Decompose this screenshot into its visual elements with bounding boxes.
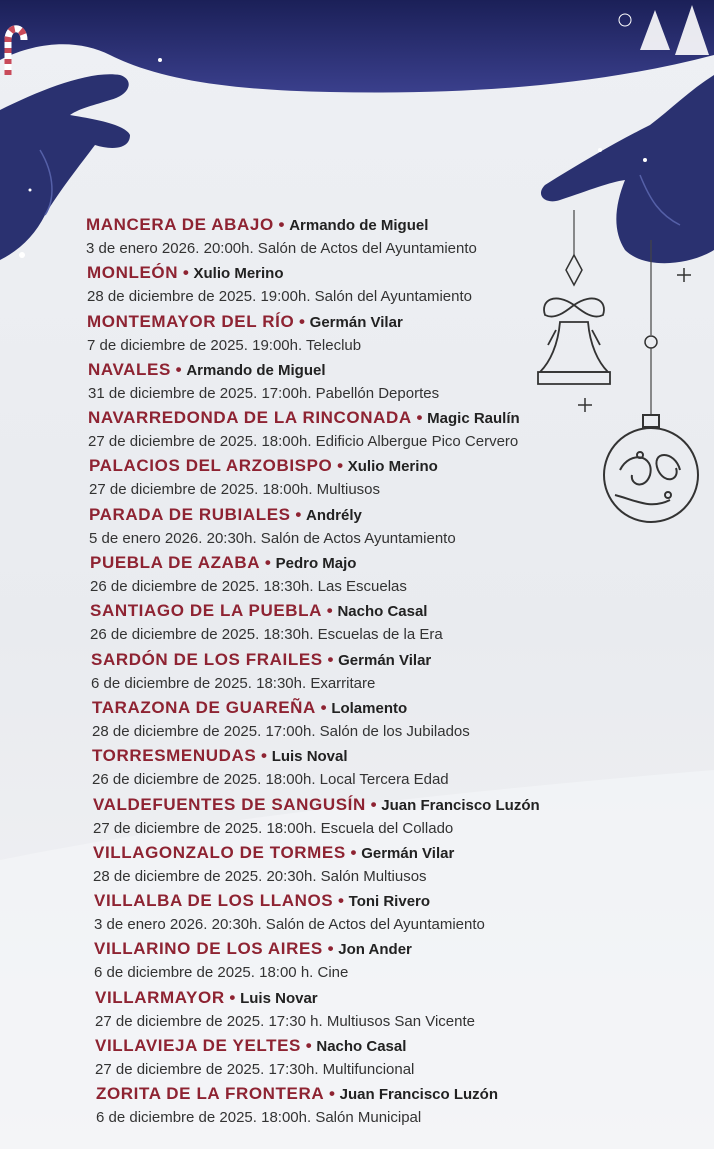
event-entry bbox=[92, 695, 706, 743]
separator-dot: • bbox=[300, 1036, 317, 1056]
event-detail: 28 de diciembre de 2025. 20:30h. Salón Multiusos bbox=[93, 867, 427, 885]
event-detail: 26 de diciembre de 2025. 18:00h. Local Tercera Edad bbox=[92, 771, 449, 789]
town-name: SARDÓN DE LOS FRAILES bbox=[91, 649, 323, 669]
artist-name: Lolamento bbox=[331, 699, 408, 717]
event-list bbox=[86, 212, 706, 1130]
separator-dot: • bbox=[411, 408, 428, 428]
event-detail: 27 de diciembre de 2025. 18:00h. Escuela del Collado bbox=[93, 819, 454, 837]
event-entry bbox=[92, 743, 706, 791]
artist-name: Nacho Casal bbox=[316, 1038, 407, 1056]
event-detail: 27 de diciembre de 2025. 18:00h. Multiusos bbox=[89, 481, 381, 499]
event-detail: 27 de diciembre de 2025. 17:30 h. Multiusos San Vicente bbox=[95, 1012, 475, 1030]
event-detail: 3 de enero 2026. 20:00h. Salón de Actos del Ayuntamiento bbox=[86, 240, 477, 257]
town-name: VILLALBA DE LOS LLANOS bbox=[94, 891, 334, 911]
event-title-line bbox=[95, 1033, 706, 1059]
artist-name: Germán Vilar bbox=[361, 844, 455, 862]
event-title-line bbox=[95, 985, 706, 1011]
artist-name: Armando de Miguel bbox=[289, 217, 429, 234]
event-detail: 7 de diciembre de 2025. 19:00h. Teleclub bbox=[87, 336, 362, 354]
artist-name: Nacho Casal bbox=[337, 603, 428, 621]
artist-name: Andrély bbox=[306, 506, 362, 524]
event-detail: 28 de diciembre de 2025. 19:00h. Salón del Ayuntamiento bbox=[87, 288, 473, 306]
separator-dot: • bbox=[322, 601, 338, 621]
separator-dot: • bbox=[322, 939, 339, 959]
artist-name: Pedro Majo bbox=[275, 555, 357, 573]
event-entry bbox=[86, 212, 706, 260]
town-name: VILLARMAYOR bbox=[95, 987, 225, 1007]
event-title-line bbox=[92, 743, 706, 769]
town-name: PUEBLA DE AZABA bbox=[90, 553, 261, 573]
event-title-line bbox=[91, 647, 706, 673]
town-name: MONLEÓN bbox=[87, 263, 179, 283]
event-title-line bbox=[96, 1081, 706, 1107]
separator-dot: • bbox=[365, 794, 382, 814]
event-title-line bbox=[86, 212, 706, 238]
separator-dot: • bbox=[273, 215, 290, 234]
town-name: TORRESMENUDAS bbox=[92, 746, 257, 766]
separator-dot: • bbox=[345, 842, 362, 862]
event-detail: 6 de diciembre de 2025. 18:30h. Exarritare bbox=[91, 674, 376, 692]
event-entry bbox=[95, 985, 706, 1033]
event-title-line bbox=[90, 598, 706, 624]
artist-name: Luis Noval bbox=[271, 748, 348, 766]
town-name: MONTEMAYOR DEL RÍO bbox=[87, 311, 295, 331]
artist-name: Germán Vilar bbox=[309, 313, 403, 331]
event-entry bbox=[89, 502, 706, 550]
event-entry bbox=[90, 550, 706, 598]
town-name: SANTIAGO DE LA PUEBLA bbox=[90, 601, 323, 621]
event-title-line bbox=[89, 502, 706, 528]
separator-dot: • bbox=[290, 504, 306, 524]
event-title-line bbox=[88, 357, 706, 383]
event-entry bbox=[93, 792, 706, 840]
event-entry bbox=[95, 1033, 706, 1081]
artist-name: Juan Francisco Luzón bbox=[381, 796, 540, 814]
event-entry bbox=[87, 309, 706, 357]
artist-name: Armando de Miguel bbox=[186, 361, 326, 379]
separator-dot: • bbox=[324, 1084, 340, 1104]
separator-dot: • bbox=[294, 311, 310, 331]
separator-dot: • bbox=[315, 697, 332, 717]
separator-dot: • bbox=[170, 359, 187, 379]
event-entry bbox=[88, 357, 706, 405]
event-entry bbox=[96, 1081, 706, 1129]
separator-dot: • bbox=[333, 891, 349, 911]
event-detail: 26 de diciembre de 2025. 18:30h. Escuelas de la Era bbox=[90, 626, 443, 644]
event-detail: 27 de diciembre de 2025. 17:30h. Multifuncional bbox=[95, 1061, 415, 1079]
event-entry bbox=[90, 598, 706, 646]
town-name: NAVALES bbox=[88, 359, 171, 379]
event-title-line bbox=[93, 840, 706, 866]
event-entry bbox=[91, 647, 706, 695]
event-title-line bbox=[93, 792, 706, 818]
artist-name: Xulio Merino bbox=[347, 458, 438, 476]
event-title-line bbox=[87, 260, 706, 286]
town-name: TARAZONA DE GUAREÑA bbox=[92, 697, 316, 717]
event-detail: 5 de enero 2026. 20:30h. Salón de Actos Ayuntamiento bbox=[89, 529, 456, 547]
event-detail: 3 de enero 2026. 20:30h. Salón de Actos del Ayuntamiento bbox=[94, 916, 485, 934]
event-detail: 6 de diciembre de 2025. 18:00h. Salón Municipal bbox=[96, 1109, 422, 1127]
artist-name: Magic Raulín bbox=[427, 410, 520, 428]
event-title-line bbox=[94, 936, 706, 962]
event-title-line bbox=[94, 888, 706, 914]
event-title-line bbox=[89, 453, 706, 479]
town-name: NAVARREDONDA DE LA RINCONADA bbox=[88, 408, 412, 428]
separator-dot: • bbox=[332, 456, 348, 476]
event-entry bbox=[89, 453, 706, 501]
event-entry bbox=[94, 936, 706, 984]
separator-dot: • bbox=[178, 263, 194, 283]
separator-dot: • bbox=[224, 987, 241, 1007]
event-title-line bbox=[92, 695, 706, 721]
event-entry bbox=[87, 260, 706, 308]
artist-name: Juan Francisco Luzón bbox=[339, 1086, 498, 1104]
town-name: MANCERA DE ABAJO bbox=[86, 215, 274, 234]
event-detail: 26 de diciembre de 2025. 18:30h. Las Escuelas bbox=[90, 578, 407, 596]
town-name: VILLARINO DE LOS AIRES bbox=[94, 939, 323, 959]
artist-name: Jon Ander bbox=[338, 941, 412, 959]
artist-name: Germán Vilar bbox=[338, 651, 432, 669]
separator-dot: • bbox=[256, 746, 272, 766]
town-name: PALACIOS DEL ARZOBISPO bbox=[89, 456, 333, 476]
town-name: PARADA DE RUBIALES bbox=[89, 504, 291, 524]
event-title-line bbox=[90, 550, 706, 576]
separator-dot: • bbox=[260, 553, 276, 573]
town-name: VILLAGONZALO DE TORMES bbox=[93, 842, 346, 862]
artist-name: Toni Rivero bbox=[348, 893, 431, 911]
event-entry bbox=[93, 840, 706, 888]
separator-dot: • bbox=[322, 649, 339, 669]
town-name: VILLAVIEJA DE YELTES bbox=[95, 1036, 301, 1056]
event-title-line bbox=[88, 405, 706, 431]
event-entry bbox=[88, 405, 706, 453]
event-entry bbox=[94, 888, 706, 936]
event-detail: 27 de diciembre de 2025. 18:00h. Edificio Albergue Pico Cervero bbox=[88, 433, 519, 451]
event-detail: 28 de diciembre de 2025. 17:00h. Salón de los Jubilados bbox=[92, 722, 470, 740]
artist-name: Luis Novar bbox=[240, 989, 318, 1007]
artist-name: Xulio Merino bbox=[193, 265, 284, 283]
event-detail: 31 de diciembre de 2025. 17:00h. Pabellón Deportes bbox=[88, 384, 440, 402]
event-title-line bbox=[87, 309, 706, 335]
event-detail: 6 de diciembre de 2025. 18:00 h. Cine bbox=[94, 964, 349, 982]
town-name: VALDEFUENTES DE SANGUSÍN bbox=[93, 794, 366, 814]
town-name: ZORITA DE LA FRONTERA bbox=[96, 1084, 325, 1104]
